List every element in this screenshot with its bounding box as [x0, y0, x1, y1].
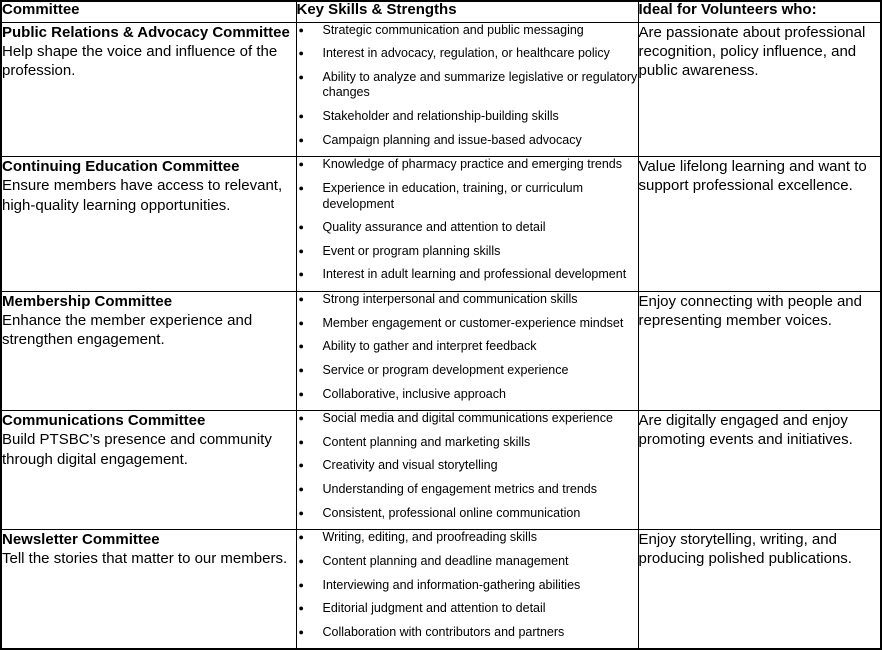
committee-cell: [1, 22, 296, 157]
skill-item: [297, 435, 638, 451]
column-header-committee: Committee: [1, 1, 296, 22]
table-row: [1, 530, 881, 650]
skill-text: Strategic communication and public messaging: [322, 22, 584, 37]
bullet-icon: ●: [298, 626, 304, 637]
skill-item: [297, 411, 638, 427]
skill-text: Ability to analyze and summarize legislative or regulatory changes: [322, 69, 638, 100]
skill-text: Event or program planning skills: [322, 243, 501, 258]
skill-item: [297, 267, 638, 283]
committee-description: Build PTSBC’s presence and community through digital engagement.: [2, 431, 272, 468]
skill-item: [297, 625, 638, 641]
ideal-cell: Are digitally engaged and enjoy promoting events and initiatives.: [638, 411, 881, 530]
skill-item: [297, 109, 638, 125]
skill-text: Service or program development experience: [322, 362, 569, 377]
skill-text: Knowledge of pharmacy practice and emerging trends: [322, 157, 622, 172]
skill-text: Editorial judgment and attention to detail: [322, 601, 546, 616]
table-row: [1, 157, 881, 292]
committee-name: Membership Committee: [2, 293, 173, 310]
skill-item: [297, 458, 638, 474]
skills-cell: [296, 157, 638, 292]
skills-cell: [296, 411, 638, 530]
committee-description: Enhance the member experience and strengthen engagement.: [2, 312, 253, 349]
skills-cell: [296, 22, 638, 157]
skill-text: Campaign planning and issue-based advocacy: [322, 132, 582, 147]
skill-text: Strong interpersonal and communication skills: [322, 292, 578, 306]
skill-text: Creativity and visual storytelling: [322, 458, 498, 473]
bullet-icon: ●: [298, 134, 304, 145]
committee-cell: [1, 292, 296, 411]
skill-text: Social media and digital communications experience: [322, 411, 613, 426]
bullet-icon: ●: [298, 484, 304, 494]
committee-cell: [1, 530, 296, 650]
bullet-icon: ●: [298, 182, 304, 193]
skill-text: Content planning and marketing skills: [322, 434, 531, 449]
skill-text: Writing, editing, and proofreading skills: [322, 530, 537, 545]
skill-text: Content planning and deadline management: [322, 553, 569, 568]
skill-text: Stakeholder and relationship-building skills: [322, 109, 559, 123]
ideal-cell: Enjoy storytelling, writing, and producing polished publications.: [638, 530, 881, 650]
skill-text: Interviewing and information-gathering abilities: [322, 577, 581, 592]
skill-text: Quality assurance and attention to detail: [322, 220, 546, 235]
skill-item: [297, 46, 638, 62]
bullet-icon: ●: [298, 579, 304, 590]
ideal-cell: Enjoy connecting with people and representing member voices.: [638, 292, 881, 411]
column-header-skills: Key Skills & Strengths: [296, 1, 638, 22]
committee-description: Help shape the voice and influence of the profession.: [2, 42, 278, 79]
bullet-icon: ●: [298, 413, 304, 424]
skill-item: [297, 339, 638, 355]
bullet-icon: ●: [298, 507, 304, 518]
table-row: [1, 292, 881, 411]
skills-cell: [296, 292, 638, 411]
skill-item: [297, 554, 638, 570]
bullet-icon: ●: [298, 245, 304, 256]
skill-item: [297, 70, 638, 101]
skills-list: [297, 292, 638, 402]
skill-text: Experience in education, training, or curriculum development: [322, 180, 584, 211]
skills-cell: [296, 530, 638, 650]
committee-cell: [1, 411, 296, 530]
skill-text: Collaboration with contributors and partners: [322, 624, 565, 639]
skill-text: Interest in advocacy, regulation, or healthcare policy: [322, 46, 610, 61]
skills-list: [297, 157, 638, 283]
table-row: [1, 411, 881, 530]
bullet-icon: ●: [298, 294, 304, 304]
skill-item: [297, 292, 638, 308]
committee-name: Public Relations & Advocacy Committee: [2, 23, 290, 41]
committee-name: Newsletter Committee: [2, 531, 160, 549]
committee-cell: [1, 157, 296, 292]
skill-item: [297, 244, 638, 260]
skill-item: [297, 601, 638, 617]
bullet-icon: ●: [298, 555, 304, 566]
bullet-icon: ●: [298, 159, 304, 170]
skills-list: [297, 530, 638, 640]
skill-text: Member engagement or customer-experience mindset: [322, 315, 624, 330]
table-row: [1, 22, 881, 157]
skill-item: [297, 316, 638, 332]
committee-name: Continuing Education Committee: [2, 158, 240, 176]
skills-list: [297, 411, 638, 521]
bullet-icon: ●: [298, 317, 304, 328]
skill-item: [297, 530, 638, 546]
ideal-cell: Are passionate about professional recognition, policy influence, and public awareness.: [638, 22, 881, 157]
bullet-icon: ●: [298, 222, 304, 233]
skill-item: [297, 23, 638, 39]
bullet-icon: ●: [298, 341, 304, 352]
skill-text: Ability to gather and interpret feedback: [322, 339, 537, 354]
skill-item: [297, 363, 638, 379]
table-header-row: [1, 1, 881, 22]
skill-text: Consistent, professional online communication: [322, 505, 581, 520]
skill-item: [297, 133, 638, 149]
column-header-ideal: Ideal for Volunteers who:: [638, 1, 881, 22]
skill-item: [297, 157, 638, 173]
bullet-icon: ●: [298, 364, 304, 375]
skill-item: [297, 181, 638, 212]
bullet-icon: ●: [298, 111, 304, 121]
ideal-cell: Value lifelong learning and want to support professional excellence.: [638, 157, 881, 292]
bullet-icon: ●: [298, 436, 304, 447]
skill-item: [297, 220, 638, 236]
skills-list: [297, 23, 638, 149]
committee-description: Tell the stories that matter to our members.: [2, 550, 288, 568]
bullet-icon: ●: [298, 460, 304, 471]
bullet-icon: ●: [298, 71, 304, 82]
bullet-icon: ●: [298, 48, 304, 59]
skill-item: [297, 387, 638, 403]
skill-item: [297, 578, 638, 594]
skill-item: [297, 482, 638, 498]
bullet-icon: ●: [298, 269, 304, 280]
skill-text: Understanding of engagement metrics and trends: [322, 482, 597, 496]
bullet-icon: ●: [298, 24, 304, 35]
skill-text: Interest in adult learning and professional development: [322, 267, 627, 282]
committee-name: Communications Committee: [2, 412, 206, 430]
skill-item: [297, 506, 638, 522]
committee-description: Ensure members have access to relevant, high-quality learning opportunities.: [2, 177, 283, 214]
skill-text: Collaborative, inclusive approach: [322, 386, 506, 401]
bullet-icon: ●: [298, 388, 304, 399]
bullet-icon: ●: [298, 532, 304, 543]
bullet-icon: ●: [298, 603, 304, 614]
